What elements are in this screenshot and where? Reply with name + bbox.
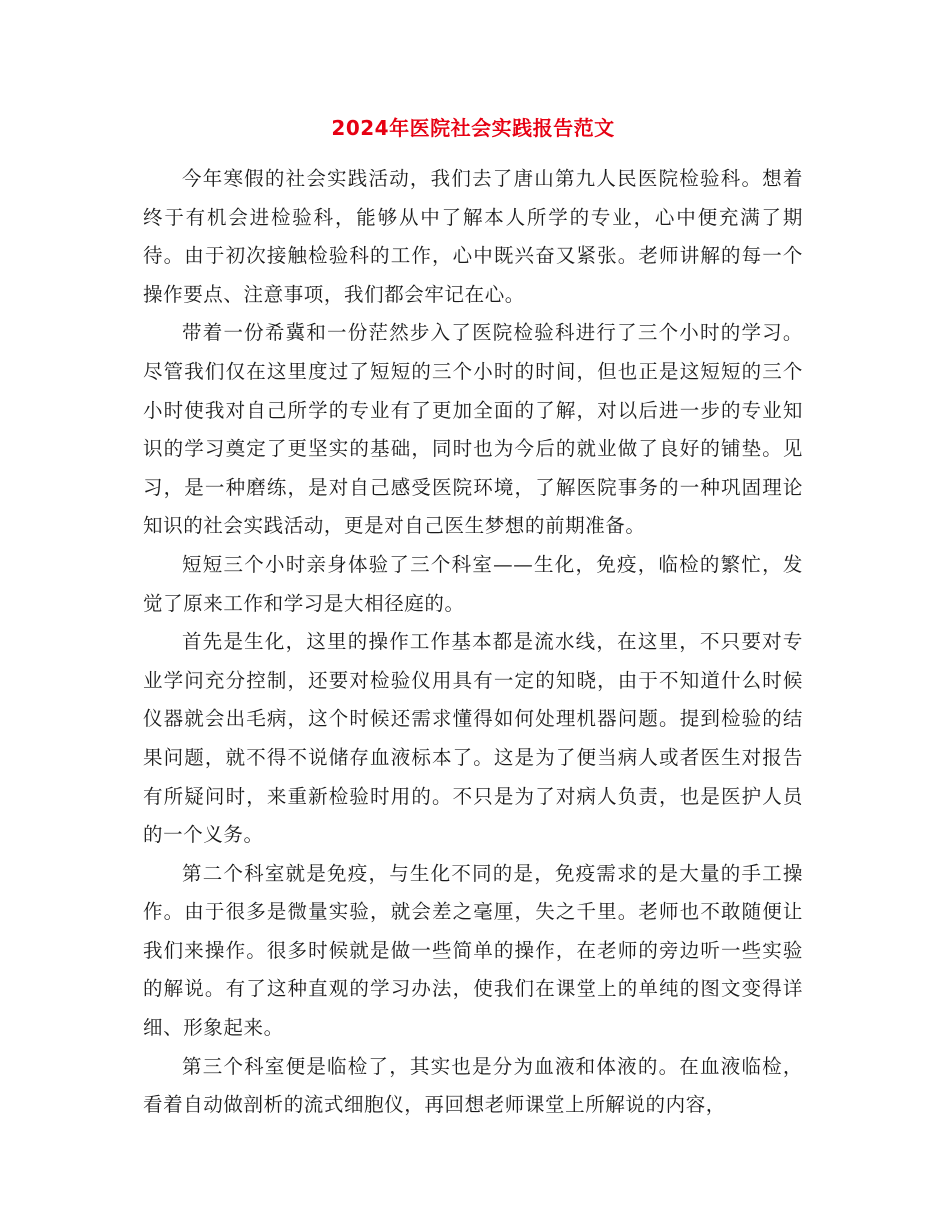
- document-title: 2024年医院社会实践报告范文: [331, 116, 615, 140]
- paragraph-5: 第二个科室就是免疫，与生化不同的是，免疫需求的是大量的手工操作。由于很多是微量实验，就会差之毫厘，失之千里。老师也不敢随便让我们来操作。很多时候就是做一些简单的操作，在老师的旁边听一些实验的解说。有了这种直观的学习办法，使我们在课堂上的单纯的图文变得详细、形象起来。: [143, 861, 803, 1040]
- paragraph-2: 带着一份希冀和一份茫然步入了医院检验科进行了三个小时的学习。尽管我们仅在这里度过了短短的三个小时的时间，但也正是这短短的三个小时使我对自己所学的专业有了更加全面的了解，对以后进一步的专业知识的学习奠定了更坚实的基础，同时也为今后的就业做了良好的铺垫。见习，是一种磨练，是对自己感受医院环境，了解医院事务的一种巩固理论知识的社会实践活动，更是对自己医生梦想的前期准备。: [143, 321, 803, 538]
- paragraph-3: 短短三个小时亲身体验了三个科室——生化，免疫，临检的繁忙，发觉了原来工作和学习是大相径庭的。: [143, 552, 803, 615]
- document-page: [143, 112, 803, 1125]
- paragraph-4: 首先是生化，这里的操作工作基本都是流水线，在这里，不只要对专业学问充分控制，还要对检验仪用具有一定的知晓，由于不知道什么时候仪器就会出毛病，这个时候还需求懂得如何处理机器问题。提到检验的结果问题，就不得不说储存血液标本了。这是为了便当病人或者医生对报告有所疑问时，来重新检验时用的。不只是为了对病人负责，也是医护人员的一个义务。: [143, 630, 803, 847]
- paragraph-6: 第三个科室便是临检了，其实也是分为血液和体液的。在血液临检，看着自动做剖析的流式细胞仪，再回想老师课堂上所解说的内容，: [143, 1054, 803, 1117]
- paragraph-1: 今年寒假的社会实践活动，我们去了唐山第九人民医院检验科。想着终于有机会进检验科，能够从中了解本人所学的专业，心中便充满了期待。由于初次接触检验科的工作，心中既兴奋又紧张。老师讲解的每一个操作要点、注意事项，我们都会牢记在心。: [143, 167, 803, 306]
